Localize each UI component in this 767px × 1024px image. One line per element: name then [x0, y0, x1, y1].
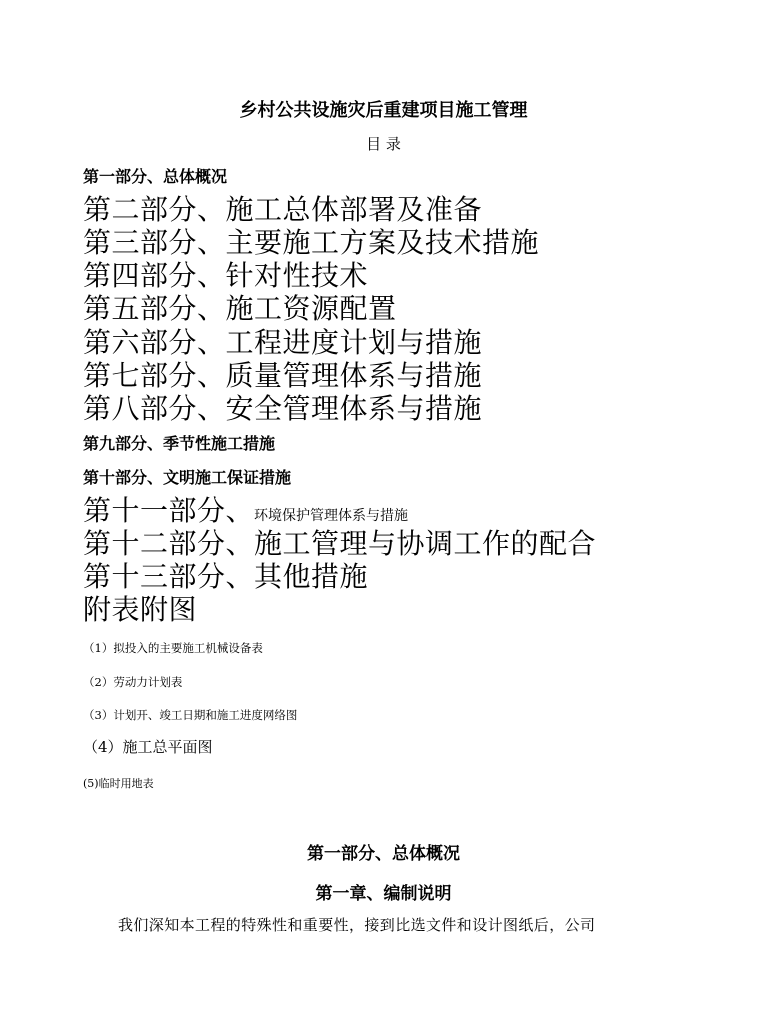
toc-item-4: 第四部分、针对性技术: [83, 259, 369, 292]
appendix-item-3: （3）计划开、竣工日期和施工进度网络图: [83, 708, 298, 722]
chapter-heading: 第一章、编制说明: [315, 884, 452, 904]
toc-item-3: 第三部分、主要施工方案及技术措施: [83, 226, 540, 259]
section-heading: 第一部分、总体概况: [307, 844, 460, 864]
appendix-item-4: （4）施工总平面图: [83, 738, 213, 756]
toc-item-2: 第二部分、施工总体部署及准备: [83, 193, 483, 226]
toc-item-11-suffix: 环境保护管理体系与措施: [254, 508, 409, 524]
document-title: 乡村公共设施灾后重建项目施工管理: [239, 100, 528, 121]
toc-item-5: 第五部分、施工资源配置: [83, 292, 397, 325]
toc-item-11: [83, 494, 409, 527]
toc-item-8: 第八部分、安全管理体系与措施: [83, 392, 483, 425]
appendix-item-5: (5)临时用地表: [83, 777, 154, 790]
toc-item-10: 第十部分、文明施工保证措施: [83, 468, 292, 487]
toc-item-7: 第七部分、质量管理体系与措施: [83, 359, 483, 392]
toc-heading: 目 录: [366, 135, 401, 153]
toc-item-6: 第六部分、工程进度计划与措施: [83, 326, 483, 359]
toc-item-9: 第九部分、季节性施工措施: [83, 434, 276, 453]
toc-item-1: 第一部分、总体概况: [83, 167, 228, 186]
toc-item-12: 第十二部分、施工管理与协调工作的配合: [83, 527, 597, 560]
toc-item-13: 第十三部分、其他措施: [83, 560, 369, 593]
appendix-item-2: （2）劳动力计划表: [83, 675, 183, 689]
toc-item-11-prefix: 第十一部分、: [83, 494, 255, 527]
toc-item-14: 附表附图: [83, 593, 198, 626]
body-paragraph: 我们深知本工程的特殊性和重要性，接到比选文件和设计图纸后，公司: [118, 916, 596, 934]
appendix-item-1: （1）拟投入的主要施工机械设备表: [83, 641, 263, 655]
